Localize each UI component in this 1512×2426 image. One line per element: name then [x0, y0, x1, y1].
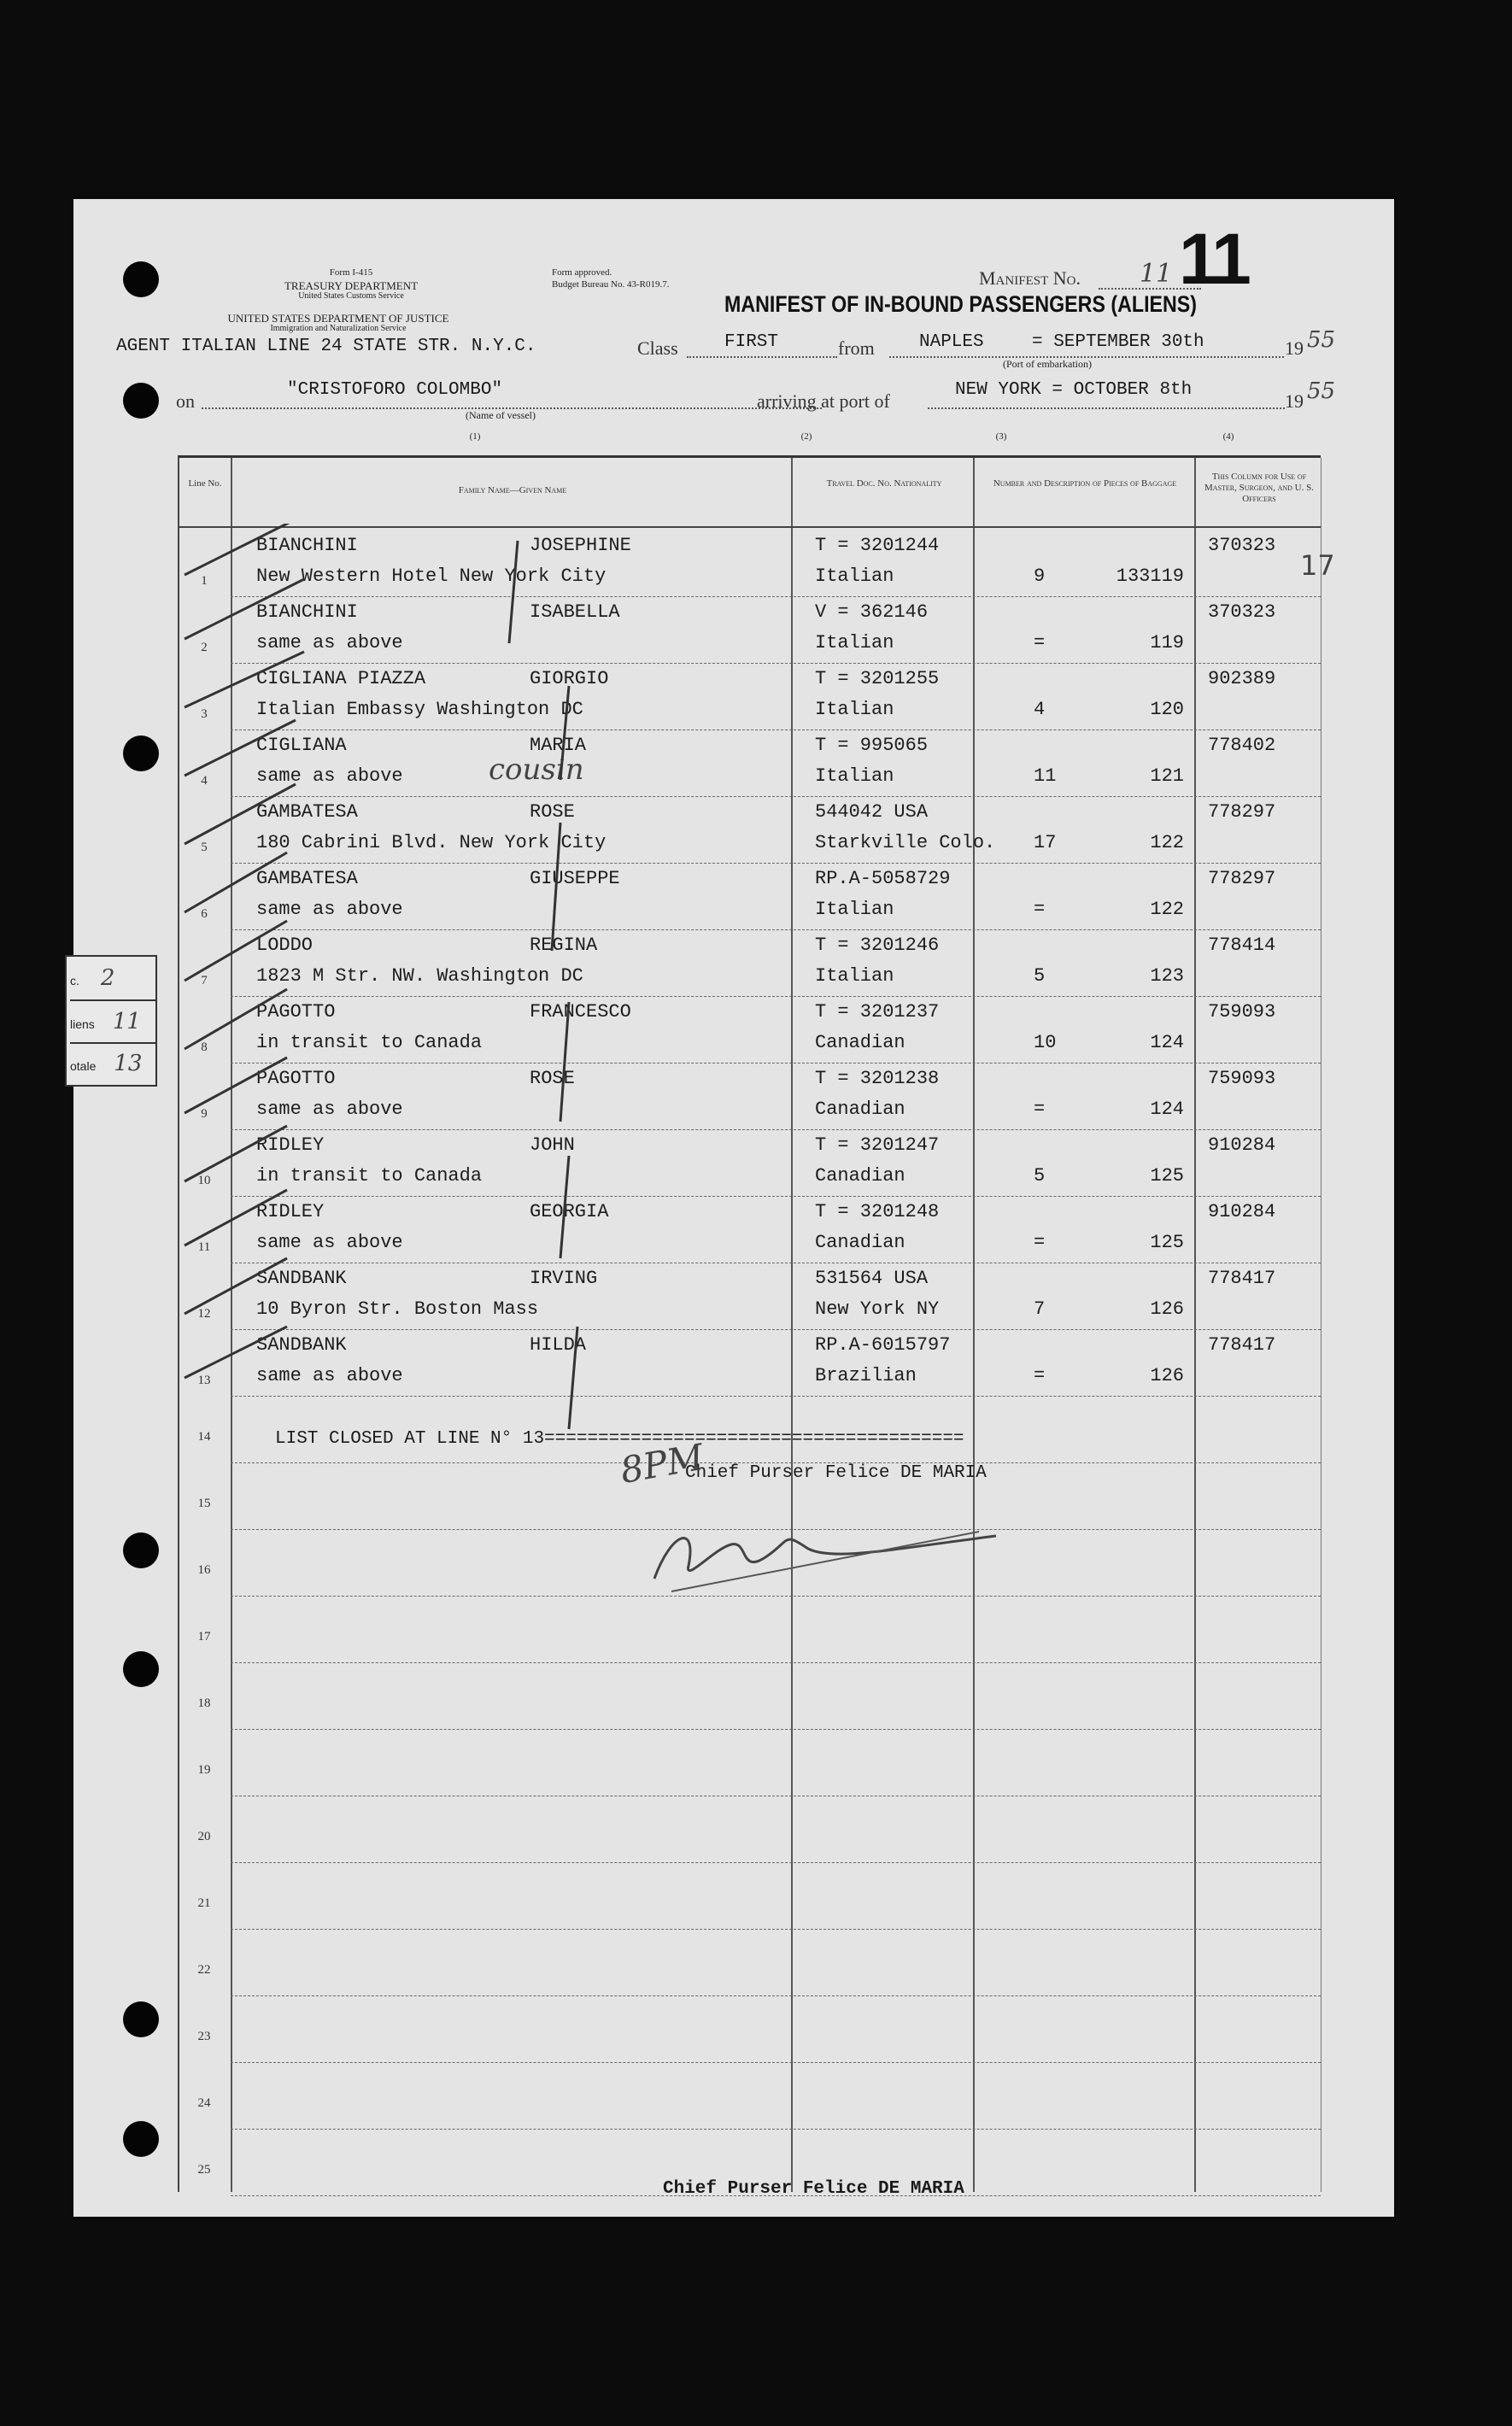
travel-doc: T = 3201248	[815, 1201, 940, 1222]
line-number: 20	[197, 1830, 211, 1843]
col-number-1: (1)	[469, 431, 481, 442]
manifest-no-label: Manifest No.	[979, 267, 1081, 289]
manifest-page	[70, 199, 1394, 2217]
baggage-pieces: 7	[1034, 1298, 1046, 1320]
baggage-pieces: 9	[1034, 565, 1046, 587]
address: in transit to Canada	[256, 1165, 483, 1187]
baggage-tag: 121	[1150, 765, 1184, 787]
address: 1823 M Str. NW. Washington DC	[256, 965, 583, 987]
line-number: 4	[201, 774, 208, 788]
family-name: PAGOTTO	[256, 1001, 336, 1023]
address: same as above	[256, 1232, 403, 1253]
given-name: ROSE	[530, 1068, 575, 1089]
vessel-name: "CRISTOFORO COLOMBO"	[287, 380, 503, 400]
given-name: MARIA	[530, 735, 587, 756]
given-name: GEORGIA	[530, 1201, 609, 1222]
embark-date: = SEPTEMBER 30th	[1032, 332, 1204, 352]
purser-line: Chief Purser Felice DE MARIA	[685, 1463, 987, 1483]
nationality: Italian	[815, 632, 894, 653]
line-number: 10	[197, 1174, 211, 1187]
embark-year-prefix: 19	[1285, 337, 1304, 359]
col-divider	[1194, 458, 1196, 2192]
punch-hole	[123, 261, 159, 297]
family-name: GAMBATESA	[256, 801, 358, 823]
family-name: RIDLEY	[256, 1201, 325, 1222]
address: same as above	[256, 899, 403, 920]
officer-number: 778417	[1208, 1268, 1276, 1289]
line-number: 19	[197, 1763, 211, 1777]
travel-doc: T = 3201246	[815, 935, 940, 956]
embark-year: 55	[1307, 327, 1336, 353]
baggage-tag: 122	[1150, 899, 1184, 920]
manifest-no-stamp: 11	[1179, 219, 1248, 299]
family-name: BIANCHINI	[256, 601, 358, 623]
list-closed-line: LIST CLOSED AT LINE N° 13=======================================	[275, 1429, 964, 1449]
from-label: from	[838, 337, 875, 359]
line-number: 16	[197, 1563, 211, 1577]
address: Italian Embassy Washington DC	[256, 699, 583, 720]
baggage-pieces: =	[1034, 1365, 1046, 1386]
officer-number: 778297	[1208, 868, 1276, 889]
family-name: PAGOTTO	[256, 1068, 336, 1089]
punch-hole	[123, 2001, 159, 2037]
line-number: 2	[201, 641, 208, 654]
margin-note: 17	[1300, 549, 1335, 582]
nationality: Canadian	[815, 1099, 905, 1120]
stub-label: liens	[70, 1017, 95, 1031]
address: same as above	[256, 1099, 403, 1120]
line-number: 3	[201, 707, 208, 721]
baggage-pieces: =	[1034, 899, 1046, 920]
row-divider	[231, 1995, 1321, 1996]
class-value: FIRST	[724, 332, 779, 352]
line-number: 9	[201, 1107, 208, 1121]
given-name: GIORGIO	[530, 668, 609, 689]
line-number: 24	[197, 2096, 211, 2110]
row-divider	[231, 1929, 1321, 1930]
baggage-tag: 120	[1150, 699, 1184, 720]
class-label: Class	[637, 337, 678, 359]
col-header-baggage: Number and Description of Pieces of Baggage	[993, 478, 1177, 489]
address: in transit to Canada	[256, 1032, 483, 1053]
arrival-year-prefix: 19	[1285, 390, 1304, 412]
line-number: 17	[197, 1630, 211, 1644]
given-name: JOSEPHINE	[530, 535, 631, 556]
baggage-tag: 126	[1150, 1365, 1184, 1386]
line-number: 7	[201, 974, 208, 987]
family-name: LODDO	[256, 935, 314, 956]
baggage-pieces: =	[1034, 632, 1046, 653]
officer-number: 902389	[1208, 668, 1276, 689]
nationality: Italian	[815, 699, 894, 720]
punch-hole	[123, 1651, 159, 1687]
stub-row	[70, 1001, 155, 1044]
travel-doc: T = 995065	[815, 735, 929, 756]
travel-doc: RP.A-6015797	[815, 1334, 951, 1356]
row-divider	[231, 1729, 1321, 1730]
line-number: 22	[197, 1963, 211, 1977]
form-number: Form I-415	[329, 267, 373, 278]
given-name: ISABELLA	[530, 601, 620, 623]
handwritten-cousin: cousin	[489, 753, 584, 787]
from-value: NAPLES	[919, 332, 984, 352]
arriving-label: arriving at port of	[757, 390, 890, 412]
stub-value: 13	[114, 1051, 143, 1076]
officer-number: 759093	[1208, 1068, 1276, 1089]
baggage-pieces: 5	[1034, 965, 1046, 987]
travel-doc: 531564 USA	[815, 1268, 929, 1289]
justice-department: UNITED STATES DEPARTMENT OF JUSTICE	[227, 312, 449, 325]
col-divider	[973, 458, 975, 2192]
nationality: New York NY	[815, 1298, 940, 1320]
stub-value: 2	[100, 965, 115, 991]
punch-hole	[123, 1532, 159, 1568]
baggage-tag: 122	[1150, 832, 1184, 853]
line-number: 21	[197, 1896, 211, 1910]
baggage-pieces: 11	[1034, 765, 1057, 787]
officer-number: 370323	[1208, 535, 1276, 556]
nationality: Starkville Colo.	[815, 832, 996, 853]
line-number: 6	[201, 907, 208, 921]
family-name: CIGLIANA	[256, 735, 347, 756]
class-dots	[687, 356, 837, 358]
address: same as above	[256, 1365, 403, 1386]
col-header-line: Line No.	[188, 478, 222, 489]
given-name: FRANCESCO	[530, 1001, 631, 1023]
baggage-pieces: 5	[1034, 1165, 1046, 1187]
treasury-department: TREASURY DEPARTMENT	[284, 279, 419, 292]
baggage-pieces: 4	[1034, 699, 1046, 720]
line-number: 11	[197, 1240, 211, 1254]
line-number: 18	[197, 1696, 211, 1710]
travel-doc: T = 3201244	[815, 535, 940, 556]
address: 10 Byron Str. Boston Mass	[256, 1298, 539, 1320]
family-name: GAMBATESA	[256, 868, 358, 889]
stub-label: c.	[70, 974, 79, 987]
family-name: SANDBANK	[256, 1268, 347, 1289]
officer-number: 778402	[1208, 735, 1276, 756]
punch-hole	[123, 2121, 159, 2157]
line-number: 1	[201, 574, 208, 588]
baggage-tag: 119	[1150, 632, 1184, 653]
line-number: 12	[197, 1307, 211, 1321]
travel-doc: T = 3201247	[815, 1134, 940, 1156]
line-number: 8	[201, 1040, 208, 1054]
nationality: Canadian	[815, 1165, 905, 1187]
side-stub	[65, 955, 157, 1087]
signature	[637, 1497, 1013, 1600]
baggage-pieces: =	[1034, 1099, 1046, 1120]
col-divider	[791, 458, 793, 2192]
travel-doc: 544042 USA	[815, 801, 929, 823]
immigration-service: Immigration and Naturalization Service	[270, 324, 407, 333]
customs-service: United States Customs Service	[298, 291, 404, 301]
handwritten-initials: 8PM	[617, 1435, 707, 1492]
baggage-pieces: 10	[1034, 1032, 1057, 1053]
budget-bureau: Budget Bureau No. 43-R019.7.	[552, 279, 670, 290]
travel-doc: T = 3201237	[815, 1001, 940, 1023]
address: same as above	[256, 765, 403, 787]
port-embark-caption: (Port of embarkation)	[1003, 358, 1092, 370]
line-number: 23	[197, 2030, 211, 2043]
travel-doc: V = 362146	[815, 601, 929, 623]
nationality: Brazilian	[815, 1365, 917, 1386]
col-number-3: (3)	[995, 431, 1007, 442]
baggage-tag: 125	[1150, 1232, 1184, 1253]
given-name: HILDA	[530, 1334, 587, 1356]
address: New Western Hotel New York City	[256, 565, 607, 587]
given-name: ROSE	[530, 801, 575, 823]
row-divider	[231, 1662, 1321, 1663]
form-approved: Form approved.	[552, 267, 612, 278]
baggage-pieces: =	[1034, 1232, 1046, 1253]
arrival-port: NEW YORK = OCTOBER 8th	[955, 380, 1193, 400]
col-number-2: (2)	[800, 431, 812, 442]
line-number: 15	[197, 1497, 211, 1510]
family-name: BIANCHINI	[256, 535, 358, 556]
arrival-year: 55	[1307, 378, 1336, 404]
col-number-4: (4)	[1222, 431, 1234, 442]
nationality: Italian	[815, 765, 894, 787]
baggage-tag: 126	[1150, 1298, 1184, 1320]
officer-number: 910284	[1208, 1134, 1276, 1156]
officer-number: 778417	[1208, 1334, 1276, 1356]
officer-number: 370323	[1208, 601, 1276, 623]
baggage-tag: 124	[1150, 1099, 1184, 1120]
given-name: IRVING	[530, 1268, 598, 1289]
line-number: 5	[201, 841, 208, 854]
footer-purser: Chief Purser Felice DE MARIA	[663, 2179, 964, 2199]
col-header-name: Family Name—Given Name	[458, 485, 567, 495]
nationality: Italian	[815, 965, 894, 987]
nationality: Canadian	[815, 1032, 905, 1053]
on-label: on	[176, 390, 195, 412]
nationality: Italian	[815, 565, 894, 587]
given-name: GIUSEPPE	[530, 868, 620, 889]
stub-row	[70, 1044, 155, 1083]
col-divider	[1321, 458, 1322, 2192]
baggage-tag: 133119	[1116, 565, 1184, 587]
address: same as above	[256, 632, 403, 653]
baggage-pieces: 17	[1034, 832, 1057, 853]
col-header-travel: Travel Doc. No. Nationality	[826, 478, 942, 489]
baggage-tag: 125	[1150, 1165, 1184, 1187]
line-number: 13	[197, 1374, 211, 1387]
baggage-tag: 124	[1150, 1032, 1184, 1053]
punch-hole	[123, 383, 159, 419]
officer-number: 778414	[1208, 935, 1276, 956]
travel-doc: T = 3201238	[815, 1068, 940, 1089]
travel-doc: RP.A-5058729	[815, 868, 951, 889]
tally-marks	[167, 524, 637, 1566]
manifest-no-handwritten: 11	[1140, 259, 1173, 289]
row-divider	[231, 2129, 1321, 2130]
given-name: JOHN	[530, 1134, 575, 1156]
vessel-caption: (Name of vessel)	[466, 409, 536, 421]
arrival-dots	[928, 407, 1285, 409]
nationality: Canadian	[815, 1232, 905, 1253]
line-number: 14	[197, 1430, 211, 1444]
col-header-officers: This Column for Use of Master, Surgeon, and U. S. Officers	[1204, 472, 1314, 504]
family-name: SANDBANK	[256, 1334, 347, 1356]
punch-hole	[123, 735, 159, 771]
given-name: REGINA	[530, 935, 598, 956]
nationality: Italian	[815, 899, 894, 920]
officer-number: 778297	[1208, 801, 1276, 823]
address: 180 Cabrini Blvd. New York City	[256, 832, 607, 853]
family-name: CIGLIANA PIAZZA	[256, 668, 426, 689]
stub-value: 11	[112, 1009, 141, 1034]
agent-line: AGENT ITALIAN LINE 24 STATE STR. N.Y.C.	[116, 337, 536, 356]
stub-label: otale	[70, 1059, 97, 1073]
row-divider	[231, 2062, 1321, 2063]
family-name: RIDLEY	[256, 1134, 325, 1156]
line-number: 25	[197, 2163, 211, 2177]
row-divider	[231, 1862, 1321, 1863]
stub-row	[70, 957, 155, 1001]
officer-number: 910284	[1208, 1201, 1276, 1222]
officer-number: 759093	[1208, 1001, 1276, 1023]
manifest-title: MANIFEST OF IN-BOUND PASSENGERS (ALIENS)	[724, 291, 1198, 317]
baggage-tag: 123	[1150, 965, 1184, 987]
travel-doc: T = 3201255	[815, 668, 940, 689]
